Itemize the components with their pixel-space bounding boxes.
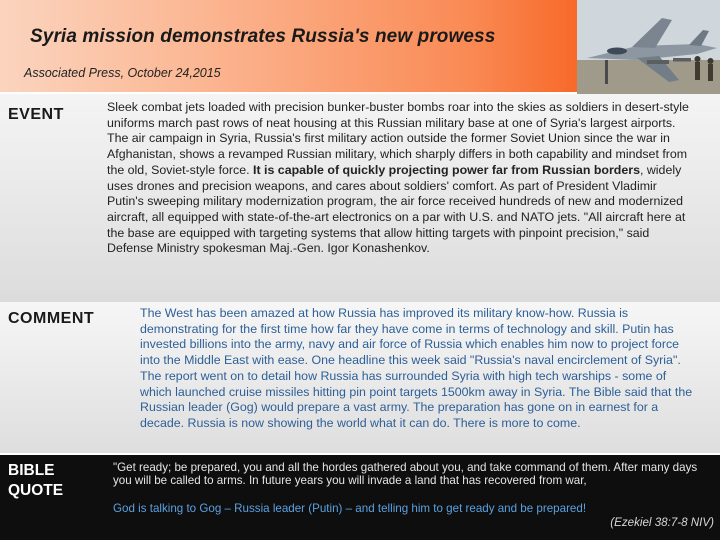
fighter-jet-photo (577, 0, 720, 94)
bible-commentary-note: God is talking to Gog – Russia leader (Putin) – and telling him to get ready and be prepared! (113, 502, 587, 515)
comment-label: COMMENT (8, 310, 95, 327)
bible-quote-label (8, 461, 63, 501)
fighter-jet-icon (577, 0, 720, 94)
bible-label-line-1: BIBLE (8, 462, 55, 479)
bible-label-line-2: QUOTE (8, 482, 64, 499)
article-source: Associated Press, October 24,2015 (24, 66, 221, 80)
comment-section (0, 302, 720, 453)
bible-quote-section (0, 455, 720, 540)
event-section (0, 94, 720, 302)
event-text-part-2: , widely uses drones and precision weapons, and cares about soldiers' comfort. As part of President Vladimir Putin's sweeping military modernization program, the air force received hundreds of new and modernized aircraft, all equipped with state-of-the-art electronics on a par with U.S. and NATO jets. "All aircraft here at the base are equipped with targeting systems that allow hitting targets with pinpoint precision," said Defense Ministry spokesman Maj.-Gen. Igor Konashenkov. (107, 162, 686, 256)
bible-quote-text: "Get ready; be prepared, you and all the hordes gathered about you, and take command of them. After many days you will be called to arms. In future years you will invade a land that has recovered from war, (113, 461, 698, 487)
event-bold-text: It is capable of quickly projecting power far from Russian borders (253, 162, 640, 177)
comment-text: The West has been amazed at how Russia has improved its military know-how. Russia is demonstrating for the first time how far they have come in terms of technology and skill. Putin has invested billions into the army, navy and air force of Russia which enables him now to project force into the Middle East with ease. One headline this week said "Russia's naval encirclement of Syria". The report went on to detail how Russia has surrounded Syria with high tech warships - some of which launched cruise missiles hitting pin point targets 1500km away in Syria. The Bible said that the Russian leader (Gog) would prepare a vast army. The preparation has gone on in earnest for a decade. Russia is now showing the world what it can do. There is more to come. (140, 306, 693, 430)
page-title: Syria mission demonstrates Russia's new prowess (30, 26, 496, 47)
event-text-part-1: Sleek combat jets loaded with precision bunker-buster bombs roar into the skies as soldiers in desert-style uniforms march past rows of neat housing at this Russian military base at one of Syria's largest airports. The air campaign in Syria, Russia's first military action outside the former Soviet Union since the war in Afghanistan, shows a revamped Russian military, which sharply differs in both capability and mindset from the old, Soviet-style force. (107, 100, 689, 177)
event-label: EVENT (8, 106, 64, 123)
event-text (107, 100, 692, 257)
bible-reference: (Ezekiel 38:7-8 NIV) (610, 516, 714, 529)
